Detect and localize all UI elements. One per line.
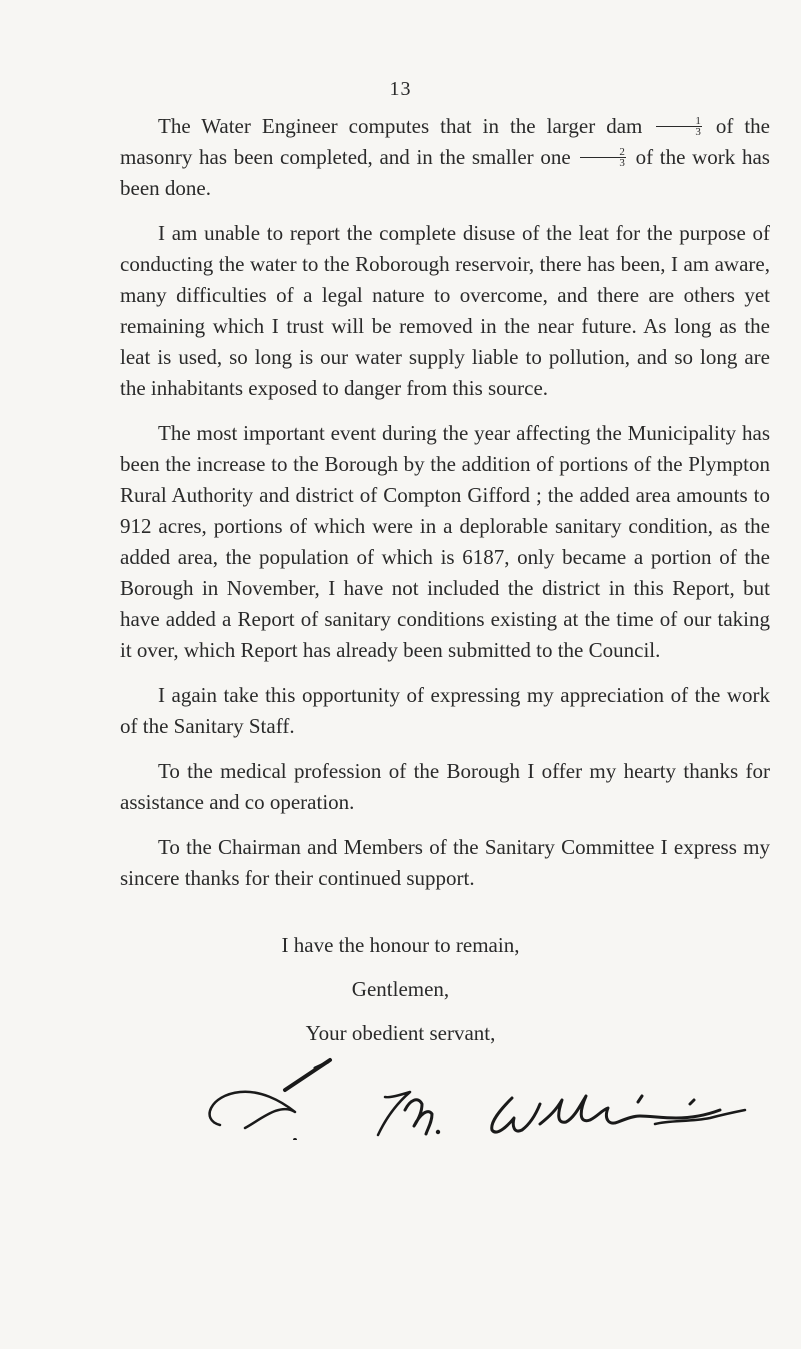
paragraph-text: The Water Engineer computes that in the larger dam xyxy=(158,114,654,138)
paragraph-medical-profession: To the medical profession of the Borough I offer my hearty thanks for assistance and co operation. xyxy=(120,759,770,814)
paragraph-water-engineer xyxy=(120,111,770,204)
closing-salutation: Gentlemen, xyxy=(351,977,450,1001)
closing-servant: Your obedient servant, xyxy=(305,1021,496,1045)
report-body xyxy=(120,111,770,908)
paragraph-text: of the work has been done. xyxy=(120,145,770,200)
page-number: 13 xyxy=(389,78,412,100)
fraction-two-thirds xyxy=(580,147,626,168)
paragraph-text: of the masonry has been completed, and in the smaller one xyxy=(120,114,771,169)
paragraph-sanitary-staff: I again take this opportunity of expressing my appreciation of the work of the Sanitary Staff. xyxy=(120,683,770,738)
paragraph-leat: I am unable to report the complete disuse of the leat for the purpose of conducting the water to the Roborough reservoir, there has been, I am aware, many difficulties of a legal nature to overcome, and there are others yet remaining which I trust will be removed in the near future. As long as the leat is used, so long is our water supply liable to pollution, and so long are the inhabitants exposed to danger from this source. xyxy=(120,221,770,400)
fraction-denominator: 3 xyxy=(619,156,625,169)
paragraph-sanitary-committee: To the Chairman and Members of the Sanitary Committee I express my sincere thanks for their continued support. xyxy=(120,835,770,890)
fraction-denominator: 3 xyxy=(695,125,701,138)
fraction-one-third xyxy=(656,116,702,137)
fraction-numerator: 2 xyxy=(580,147,626,158)
handwritten-signature xyxy=(200,1040,800,1140)
paragraph-borough-increase: The most important event during the year affecting the Municipality has been the increase to the Borough by the addition of portions of the Plympton Rural Authority and district of Compton Gifford ; the added area amounts to 912 acres, portions of which were in a deplorable sanitary condition, as the added area, the population of which is 6187, only became a portion of the Borough in November, I have not included the district in this Report, but have added a Report of sanitary conditions existing at the time of our taking it over, which Report has already been submitted to the Council. xyxy=(120,421,770,662)
fraction-numerator: 1 xyxy=(656,116,702,127)
closing-honour: I have the honour to remain, xyxy=(281,933,520,957)
